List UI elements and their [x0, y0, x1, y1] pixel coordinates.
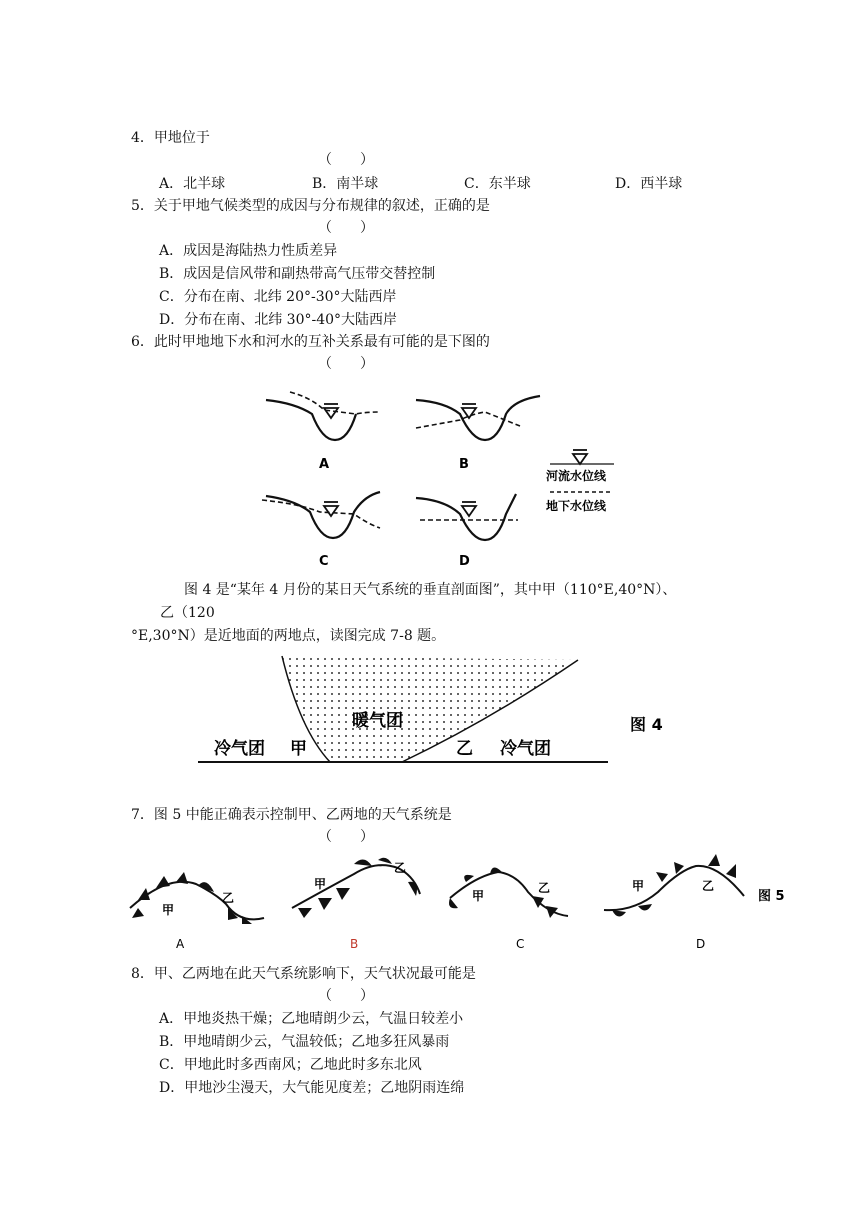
cold-air-mass-right-label: 冷气团	[500, 739, 551, 759]
fig5-d-yi: 乙	[702, 879, 715, 893]
q8-stem: 8．甲、乙两地在此天气系统影响下，天气状况最可能是	[131, 966, 476, 982]
intro78-line3: °E,30°N）是近地面的两地点，读图完成 7-8 题。	[131, 628, 446, 644]
legend	[546, 450, 614, 513]
fig4-tag: 图 4	[630, 715, 663, 734]
fig5-b-yi: 乙	[394, 861, 407, 875]
jia-label: 甲	[290, 739, 307, 759]
panel-d-label: D	[459, 554, 470, 569]
q7-stem: 7．图 5 中能正确表示控制甲、乙两地的天气系统是	[131, 807, 452, 823]
legend-river-level: 河流水位线	[546, 469, 607, 483]
q6-groundwater-figure	[240, 378, 650, 570]
fig5-d-label: D	[696, 937, 706, 951]
fig5-option-d	[604, 854, 744, 951]
intro78-line2: 乙（120	[160, 605, 215, 621]
q5-option-d[interactable]: D．分布在南、北纬 30°-40°大陆西岸	[159, 312, 398, 328]
fig5-c-label: C	[516, 937, 525, 951]
panel-c-label: C	[319, 554, 329, 569]
fig5-option-b	[292, 858, 420, 951]
q4-stem: 4．甲地位于	[131, 130, 210, 146]
panel-a-label: A	[319, 457, 330, 472]
q5-stem: 5．关于甲地气候类型的成因与分布规律的叙述，正确的是	[131, 198, 490, 214]
fig5-a-label: A	[176, 937, 185, 951]
fig5-b-jia: 甲	[314, 877, 327, 891]
legend-groundwater-level: 地下水位线	[546, 499, 607, 513]
fig5-b-label: B	[350, 937, 359, 951]
panel-d	[416, 494, 518, 569]
q4-option-d[interactable]: D．西半球	[615, 176, 683, 192]
warm-air-mass-label: 暖气团	[352, 711, 403, 731]
q4-option-a[interactable]: A．北半球	[159, 176, 226, 192]
q5-option-c[interactable]: C．分布在南、北纬 20°-30°大陆西岸	[159, 289, 397, 305]
fig5-d-jia: 甲	[632, 879, 645, 893]
yi-label: 乙	[456, 739, 473, 759]
fig5-c-yi: 乙	[538, 881, 551, 895]
q5-option-a[interactable]: A．成因是海陆热力性质差异	[159, 243, 338, 259]
q5-option-b[interactable]: B．成因是信风带和副热带高气压带交替控制	[159, 266, 436, 282]
q4-answer-paren: （ ）	[318, 152, 374, 168]
fig5-c-jia: 甲	[472, 889, 485, 903]
q4-option-c[interactable]: C．东半球	[464, 176, 531, 192]
panel-b-label: B	[459, 457, 469, 472]
panel-a	[266, 392, 380, 472]
q8-answer-paren: （ ）	[318, 988, 374, 1004]
q7-answer-paren: （ ）	[318, 829, 374, 845]
panel-b	[416, 396, 540, 472]
fig5-a-yi: 乙	[222, 891, 235, 905]
q8-option-d[interactable]: D．甲地沙尘漫天，大气能见度差；乙地阴雨连绵	[159, 1080, 465, 1096]
q4-option-b[interactable]: B．南半球	[312, 176, 379, 192]
intro78-line1: 图 4 是“某年 4 月份的某日天气系统的垂直剖面图”，其中甲（110°E,40°N）、	[184, 582, 677, 598]
fig5-a-jia: 甲	[162, 903, 175, 917]
fig5-option-a	[130, 872, 264, 951]
fig4-cross-section	[190, 650, 690, 770]
q5-answer-paren: （ ）	[318, 220, 374, 236]
q6-stem: 6．此时甲地地下水和河水的互补关系最有可能的是下图的	[131, 334, 490, 350]
q6-answer-paren: （ ）	[318, 356, 374, 372]
q8-option-a[interactable]: A．甲地炎热干燥；乙地晴朗少云，气温日较差小	[159, 1011, 464, 1027]
fig5-option-c	[449, 867, 568, 951]
fig5-tag: 图 5	[758, 889, 785, 904]
panel-c	[262, 492, 380, 569]
cold-air-mass-left-label: 冷气团	[214, 739, 265, 759]
q8-option-b[interactable]: B．甲地晴朗少云，气温较低；乙地多狂风暴雨	[159, 1034, 450, 1050]
fig5-front-options	[128, 852, 798, 954]
q8-option-c[interactable]: C．甲地此时多西南风；乙地此时多东北风	[159, 1057, 422, 1073]
